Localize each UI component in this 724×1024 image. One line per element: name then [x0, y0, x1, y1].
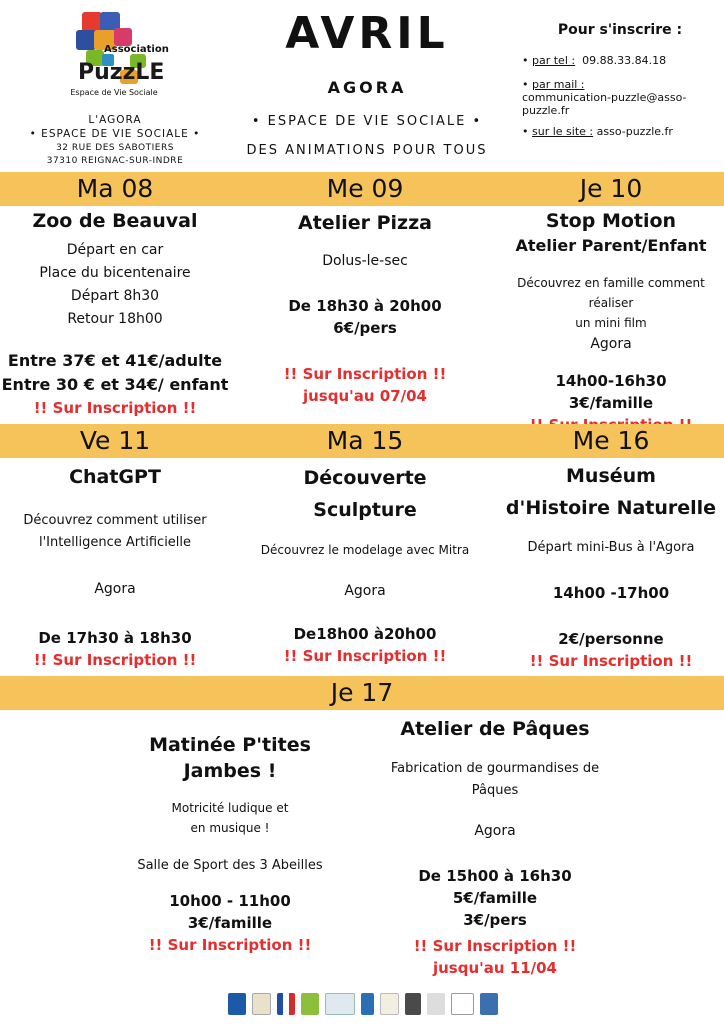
event-detail: Départ 8h30 — [70, 288, 160, 304]
logo-association-text: Association — [104, 44, 169, 55]
event-detail: en musique ! — [190, 821, 270, 835]
registration-required: !! Sur Inscription !! — [283, 365, 447, 383]
event-title: d'Histoire Naturelle — [505, 497, 717, 519]
event-time: De 18h30 à 20h00 — [288, 297, 442, 315]
mail-label: par mail : — [532, 78, 585, 91]
event-title: Stop Motion — [545, 210, 677, 232]
day-label: Je 17 — [330, 678, 394, 707]
event-place: Agora — [590, 336, 632, 352]
logo-tagline: Espace de Vie Sociale — [70, 88, 158, 97]
event-price: 5€/famille — [452, 889, 538, 907]
address-line-4: 37310 REIGNAC-SUR-INDRE — [46, 156, 184, 166]
event-detail: Retour 18h00 — [67, 311, 163, 327]
event-price: Entre 37€ et 41€/adulte — [7, 351, 223, 370]
registration-required: !! Sur Inscription !! — [148, 936, 312, 954]
nacel-logo — [451, 993, 474, 1015]
event-time: De 17h30 à 18h30 — [38, 629, 192, 647]
registration-deadline: jusqu'au 07/04 — [302, 387, 427, 405]
event-museum — [496, 460, 724, 672]
event-place: Agora — [94, 581, 136, 597]
event-detail: Place du bicentenaire — [39, 265, 191, 281]
caf-logo — [228, 993, 246, 1015]
register-title: Pour s'inscrire : — [557, 22, 683, 38]
event-detail: l'Intelligence Artificielle — [38, 535, 192, 550]
address-line-2: • ESPACE DE VIE SOCIALE • — [29, 128, 201, 140]
event-title: Matinée P'tites — [149, 734, 311, 756]
event-sculpture — [244, 462, 486, 667]
phone-link[interactable]: 09.88.33.84.18 — [582, 54, 667, 67]
event-place: Agora — [344, 583, 386, 599]
event-atelier-pizza — [250, 210, 480, 407]
event-detail: Découvrez comment utiliser — [23, 513, 207, 528]
registration-required: !! Sur Inscription !! — [33, 651, 197, 669]
day-label: Ma 08 — [76, 174, 154, 203]
event-detail: Départ en car — [66, 242, 164, 258]
register-site: • sur le site : asso-puzzle.fr — [522, 125, 673, 138]
day-label: Ve 11 — [79, 426, 151, 455]
event-place: Agora — [474, 823, 516, 839]
event-atelier-paques — [372, 716, 618, 979]
event-title: Jambes ! — [183, 760, 277, 782]
event-subtitle: Atelier Parent/Enfant — [515, 236, 707, 255]
event-title: Zoo de Beauval — [32, 210, 198, 232]
event-price: 6€/pers — [333, 319, 397, 337]
event-price: 3€/famille — [568, 394, 654, 412]
event-price: 3€/pers — [463, 911, 527, 929]
site-link[interactable]: asso-puzzle.fr — [596, 125, 673, 138]
header-tagline-2: DES ANIMATIONS POUR TOUS — [246, 143, 488, 158]
event-price: Entre 30 € et 34€/ enfant — [1, 375, 229, 394]
logo-puzzle-text: PuzzLE — [78, 60, 165, 85]
registration-deadline: jusqu'au 11/04 — [432, 959, 557, 977]
event-ptites-jambes — [110, 732, 350, 956]
event-place: Salle de Sport des 3 Abeilles — [137, 858, 323, 873]
registration-required: !! Sur Inscription !! — [283, 647, 447, 665]
event-zoo-beauval — [0, 208, 230, 419]
partner-logo — [427, 993, 445, 1015]
partner-logo — [325, 993, 355, 1015]
event-place: Dolus-le-sec — [322, 253, 408, 269]
event-time: 14h00 -17h00 — [552, 584, 670, 602]
puzzle-logo — [64, 10, 169, 98]
event-title: Atelier Pizza — [298, 212, 432, 234]
event-time: De 15h00 à 16h30 — [418, 867, 572, 885]
event-detail: Découvrez le modelage avec Mitra — [260, 543, 470, 557]
event-time: De18h00 à20h00 — [293, 625, 437, 643]
event-price: 2€/personne — [558, 630, 664, 648]
site-label: sur le site : — [532, 125, 594, 138]
header-tagline-1: • ESPACE DE VIE SOCIALE • — [251, 114, 483, 129]
event-title: Atelier de Pâques — [400, 718, 590, 740]
registration-required: !! Sur Inscription !! — [413, 937, 577, 955]
partner-logo — [380, 993, 400, 1015]
partner-logos — [228, 990, 498, 1018]
event-stop-motion — [496, 208, 724, 436]
day-label: Me 16 — [572, 426, 650, 455]
month-title: AVRIL — [285, 8, 449, 59]
event-detail: un mini film — [575, 316, 647, 330]
venue-subtitle: AGORA — [327, 78, 407, 97]
event-time: 10h00 - 11h00 — [169, 892, 291, 910]
day-label: Ma 15 — [326, 426, 404, 455]
phone-label: par tel : — [532, 54, 576, 67]
event-title: Découverte — [303, 467, 427, 489]
register-mail: • par mail : communication-puzzle@asso-puzzle.fr — [522, 78, 687, 117]
event-detail: Fabrication de gourmandises de — [390, 761, 600, 776]
event-detail: Départ mini-Bus à l'Agora — [527, 540, 695, 555]
event-title: Muséum — [566, 465, 656, 487]
mail-link[interactable]: communication-puzzle@asso-puzzle.fr — [522, 91, 687, 117]
event-chatgpt — [0, 464, 230, 671]
day-label: Je 10 — [579, 174, 643, 203]
address-line-1: L'AGORA — [88, 114, 142, 126]
fdva-logo — [480, 993, 498, 1015]
event-title: ChatGPT — [69, 466, 161, 488]
register-phone: • par tel : 09.88.33.84.18 — [522, 54, 667, 67]
registration-required: !! Sur Inscription !! — [529, 652, 693, 670]
address-line-3: 32 RUE DES SABOTIERS — [56, 143, 174, 153]
partner-logo — [405, 993, 421, 1015]
event-detail: Motricité ludique et — [171, 801, 289, 815]
event-detail: Pâques — [471, 783, 519, 798]
event-time: 14h00-16h30 — [555, 372, 667, 390]
registration-required: !! Sur Inscription !! — [33, 399, 197, 417]
republic-logo — [277, 993, 295, 1015]
crest-logo — [361, 993, 373, 1015]
day-label: Me 09 — [326, 174, 404, 203]
event-title: Sculpture — [313, 499, 417, 521]
partner-logo — [252, 993, 272, 1015]
event-detail: Découvrez en famille comment réaliser — [517, 276, 705, 310]
touraine-logo — [301, 993, 319, 1015]
event-price: 3€/famille — [187, 914, 273, 932]
